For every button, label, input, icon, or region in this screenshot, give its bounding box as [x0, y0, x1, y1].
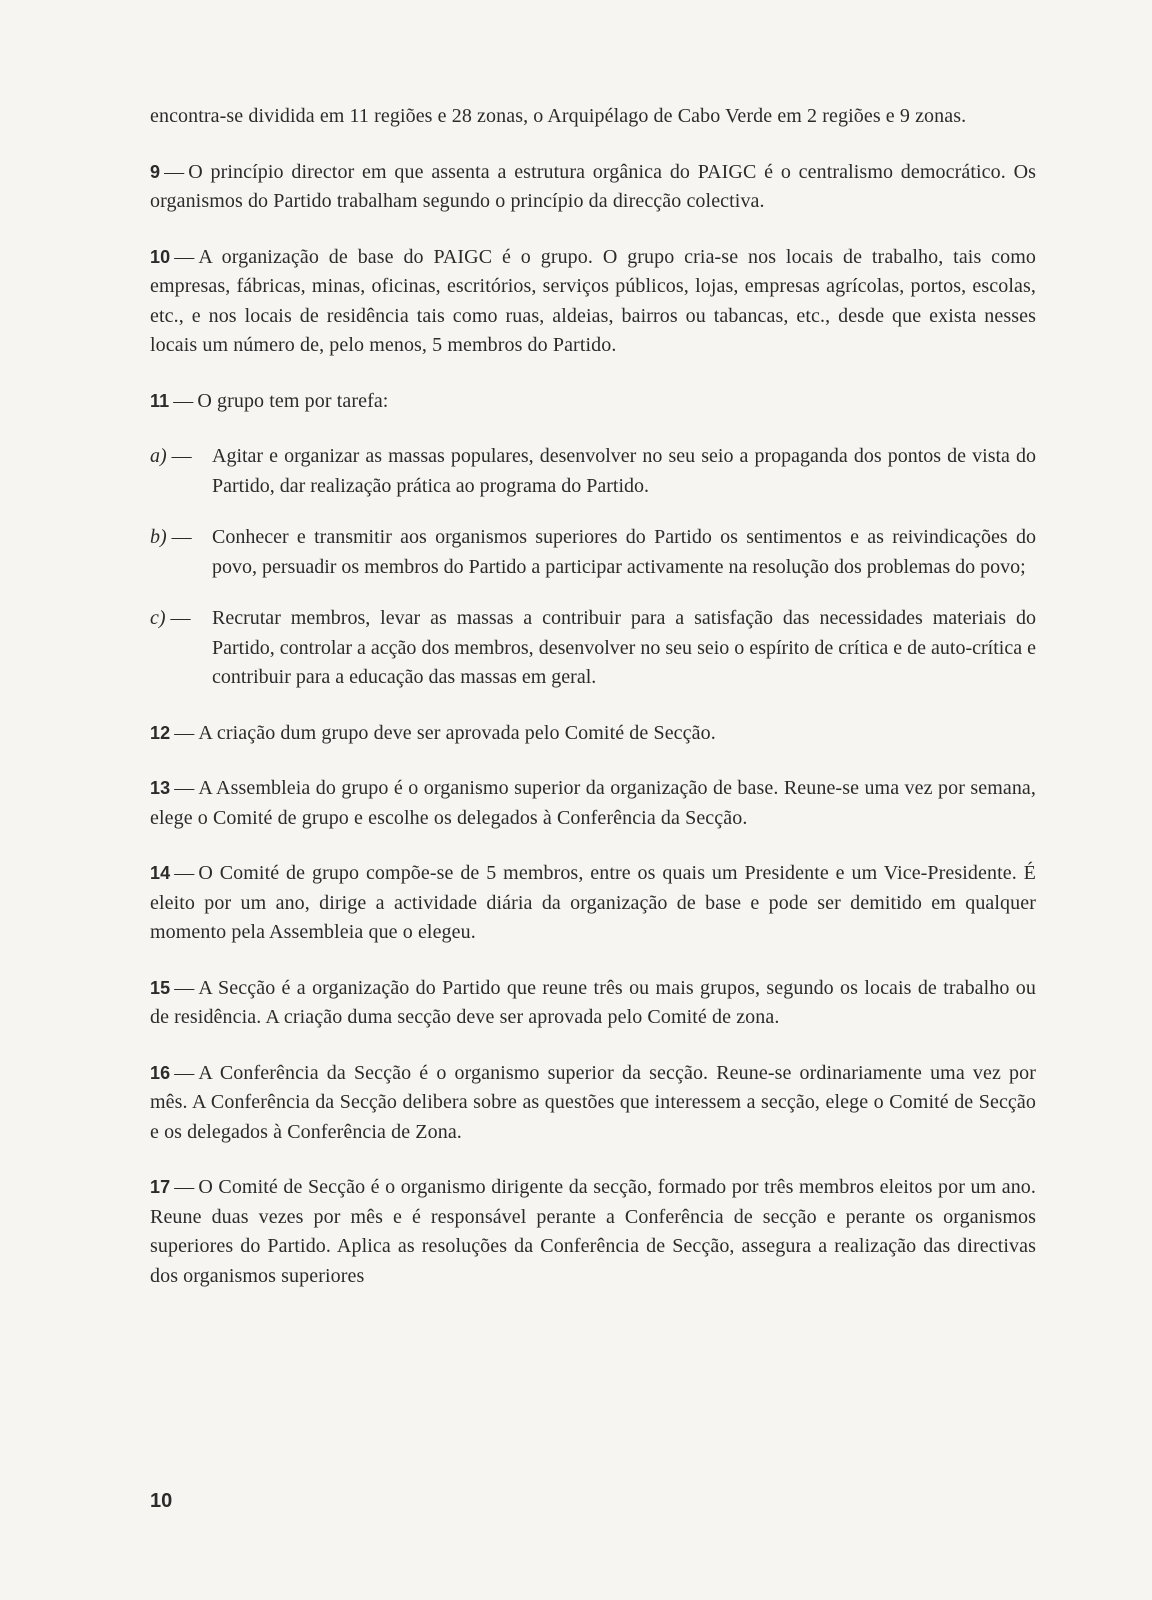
em-dash: — — [173, 389, 194, 412]
article-12 — [150, 719, 1036, 749]
article-15 — [150, 974, 1036, 1033]
task-text: Agitar e organizar as massas populares, desenvolver no seu seio a propaganda dos pontos de vista do Partido, dar realização prática ao programa do Partido. — [212, 445, 1036, 497]
task-letter: b) — [150, 526, 167, 548]
article-text: A Conferência da Secção é o organismo superior da secção. Reune-se ordinariamente uma vez por mês. A Conferência da Secção delibera sobre as questões que interessem a secção, elege o Comité de Secção e os delegados à Conferência de Zona. — [150, 1061, 1036, 1143]
task-text: Conhecer e transmitir aos organismos superiores do Partido os sentimentos e as reivindicações do povo, persuadir os membros do Partido a participar activamente na resolução dos problemas do povo; — [212, 526, 1036, 578]
article-number: 17 — [150, 1177, 171, 1197]
article-text: O princípio director em que assenta a estrutura orgânica do PAIGC é o centralismo democrático. Os organismos do Partido trabalham segundo o princípio da direcção colectiva. — [150, 160, 1036, 212]
article-text: O Comité de Secção é o organismo dirigente da secção, formado por três membros eleitos por um ano. Reune duas vezes por mês e é responsável perante a Conferência de secção e perante os organismos superiores do Partido. Aplica as resoluções da Conferência de Secção, assegura a realização das directivas dos organismos superiores — [150, 1176, 1036, 1287]
page-number: 10 — [150, 1490, 173, 1512]
task-lead — [150, 604, 212, 693]
task-letter: a) — [150, 445, 167, 467]
em-dash: — — [170, 607, 191, 629]
task-letter: c) — [150, 607, 166, 629]
document-page — [150, 102, 1036, 1317]
article-11 — [150, 387, 1036, 417]
article-16 — [150, 1059, 1036, 1148]
article-13 — [150, 774, 1036, 833]
em-dash: — — [174, 1061, 195, 1084]
em-dash: — — [174, 1176, 195, 1198]
article-text: A Assembleia do grupo é o organismo superior da organização de base. Reune-se uma vez por semana, elege o Comité de grupo e escolhe os delegados à Conferência da Secção. — [150, 777, 1036, 829]
article-text: O Comité de grupo compõe-se de 5 membros, entre os quais um Presidente e um Vice-Presidente. É eleito por um ano, dirige a actividade diária da organização de base e pode ser demitido em qualquer momento pela Assembleia que o elegeu. — [150, 862, 1036, 943]
task-item-b — [150, 523, 1036, 582]
task-lead — [150, 523, 212, 582]
article-17 — [150, 1173, 1036, 1291]
article-text: A organização de base do PAIGC é o grupo. O grupo cria-se nos locais de trabalho, tais como empresas, fábricas, minas, oficinas, escritórios, serviços públicos, lojas, empresas agrícolas, portos, escolas, etc., e nos locais de residência tais como ruas, aldeias, bairros ou tabancas, etc., desde que exista nesses locais um número de, pelo menos, 5 membros do Partido. — [150, 245, 1036, 356]
article-number: 13 — [150, 778, 171, 798]
article-text: A Secção é a organização do Partido que reune três ou mais grupos, segundo os locais de trabalho ou de residência. A criação duma secção deve ser aprovada pelo Comité de zona. — [150, 976, 1036, 1028]
article-10 — [150, 243, 1036, 361]
intro-paragraph: encontra-se dividida em 11 regiões e 28 zonas, o Arquipélago de Cabo Verde em 2 regiões e 9 zonas. — [150, 105, 967, 127]
em-dash: — — [174, 862, 195, 884]
em-dash: — — [171, 526, 192, 548]
article-number: 11 — [150, 390, 170, 411]
em-dash: — — [164, 160, 185, 183]
em-dash: — — [174, 245, 195, 268]
article-number: 15 — [150, 977, 171, 998]
article-number: 10 — [150, 246, 171, 267]
article-text: A criação dum grupo deve ser aprovada pelo Comité de Secção. — [198, 721, 716, 744]
article-number: 12 — [150, 722, 171, 743]
em-dash: — — [174, 976, 195, 999]
article-number: 16 — [150, 1062, 171, 1083]
task-item-c — [150, 604, 1036, 693]
article-text: O grupo tem por tarefa: — [197, 389, 389, 412]
article-number: 14 — [150, 863, 171, 883]
task-text: Recrutar membros, levar as massas a contribuir para a satisfação das necessidades materiais do Partido, controlar a acção dos membros, desenvolver no seu seio o espírito de crítica e de auto-crítica e contribuir para a educação das massas em geral. — [212, 607, 1036, 688]
em-dash: — — [174, 721, 195, 744]
article-number: 9 — [150, 161, 161, 182]
article-14 — [150, 859, 1036, 948]
article-9 — [150, 158, 1036, 217]
em-dash: — — [174, 777, 195, 799]
task-lead — [150, 442, 212, 501]
task-item-a — [150, 442, 1036, 501]
em-dash: — — [171, 445, 192, 467]
